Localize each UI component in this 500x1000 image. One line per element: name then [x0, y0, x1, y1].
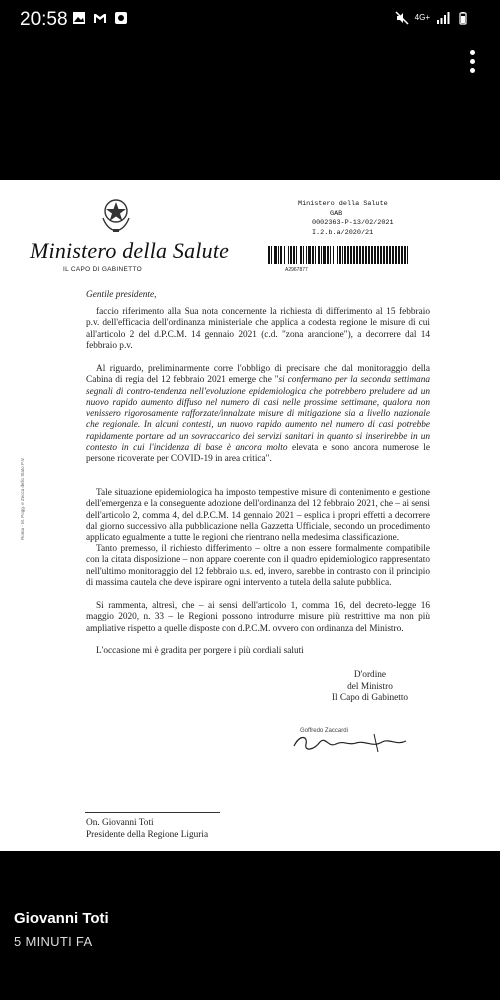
salutation: Gentile presidente,: [86, 290, 157, 300]
battery-icon: [456, 11, 470, 25]
notification-icons: [72, 11, 128, 25]
signature-block: D'ordine del Ministro Il Capo di Gabinetto: [331, 670, 409, 704]
gmail-icon: [93, 11, 107, 25]
mute-icon: [395, 11, 409, 25]
divider: [85, 812, 220, 813]
protocol-stamp: Ministero della Salute GAB 0002363-P-13/02/2021 I.2.b.a/2020/21: [298, 200, 394, 237]
republic-emblem-icon: [99, 196, 133, 234]
more-options-icon[interactable]: [470, 50, 476, 74]
letterhead-subtitle: IL CAPO DI GABINETTO: [63, 266, 142, 273]
paragraph-1: faccio riferimento alla Sua nota concernente la richiesta di differimento al 15 febbraio p.v. dell'efficacia dell'ordinanza ministeriale che applica a codesta regione le misure di cui all'articolo 2 del d.P.C.M. 14 gennaio 2021 (c.d. "zona arancione"), a decorrere dal 14 febbraio p.v.: [86, 307, 430, 351]
letterhead-title: Ministero della Salute: [30, 238, 230, 263]
paragraph-4: Tanto premesso, il richiesto differimento – oltre a non essere formalmente compatibile con la citata disposizione – non appare coerente con il quadro epidemiologico rappresentato nell'ultimo monitoraggio del 12 febbraio u.s. ed, invero, sarebbe in contrasto con il principio di massima cautela che deve ispirare ogni intervento a tutela della salute pubblica.: [86, 544, 430, 588]
margin-note: Roma - M. Pogg. e Zecca dello Stato P.V.: [20, 457, 25, 540]
paragraph-5: Si rammenta, altresì, che – ai sensi dell'articolo 1, comma 16, del decreto-legge 16 maggio 2020, n. 33 – le Regioni possono introdurre misure più restrittive ma non più ampliative rispetto a quelle disposte con d.P.C.M. ovvero con ordinanza del Ministro.: [86, 601, 430, 634]
paragraph-2: Al riguardo, preliminarmente corre l'obbligo di precisare che dal monitoraggio della Cabina di regia del 12 febbraio 2021 emerge che "si confermano per la seconda settimana segnali di contro-tendenza nell'evoluzione epidemiologica che potrebbero preludere ad un nuovo rapido aumento diffuso nel numero di casi nelle prossime settimane, qualora non venissero rigorosamente rafforzate/innalzate misure di mitigazione sia a livello nazionale che regionale. In alcuni contesti, un nuovo rapido aumento nel numero di casi potrebbe rapidamente portare ad un sovraccarico dei servizi sanitari in quanto si inserirebbe in un contesto in cui l'incidenza di base è ancora molto elevata e sono ancora numerose le persone ricoverate per COVID-19 in area critica".: [86, 364, 431, 465]
system-icons: [395, 11, 470, 25]
paragraph-6: L'occasione mi è gradita per porgere i più cordiali saluti: [96, 646, 304, 656]
story-time: 5 MINUTI FA: [14, 934, 93, 949]
square-app-icon: [114, 11, 128, 25]
quoted-monitoring-text: si confermano per la seconda settimana segnali di contro-tendenza nell'evoluzione epidemiologica che potrebbero preludere ad un nuovo rapido aumento diffuso nel numero di casi nelle prossime settimane, qualora non venissero rigorosamente rafforzate/innalzate misure di mitigazione sia a livello nazionale che regionale. In alcuni contesti, un nuovo rapido aumento nel numero di casi potrebbe rapidamente portare ad un sovraccarico dei servizi sanitari in quanto si inserirebbe in un contesto in cui l'incidenza di base è ancora molto: [86, 375, 431, 454]
letter-image: [0, 180, 500, 851]
status-bar: [0, 0, 500, 40]
barcode-number: A2967877: [285, 267, 308, 273]
story-author[interactable]: Giovanni Toti: [14, 910, 109, 927]
barcode: [268, 246, 410, 264]
recipient-address: On. Giovanni Toti Presidente della Regione Liguria: [86, 818, 209, 840]
status-time: 20:58: [20, 9, 68, 30]
signal-icon: [436, 11, 450, 25]
paragraph-3: Tale situazione epidemiologica ha imposto tempestive misure di contenimento e gestione dell'emergenza e la conseguente adozione dell'ordinanza del 12 febbraio 2021, che – ai sensi dell'articolo 2, comma 4, del d.P.C.M. 14 gennaio 2021 – esplica i propri effetti a decorrere dal giorno successivo alla pubblicazione nella Gazzetta Ufficiale, secondo un procedimento applicato egualmente a tutte le regioni che rientrano nella medesima classificazione.: [86, 488, 430, 544]
network-type: 4G+: [414, 13, 430, 22]
handwritten-signature: [286, 724, 426, 758]
signer-name: Goffredo Zaccardi: [300, 728, 348, 734]
image-icon: [72, 11, 86, 25]
